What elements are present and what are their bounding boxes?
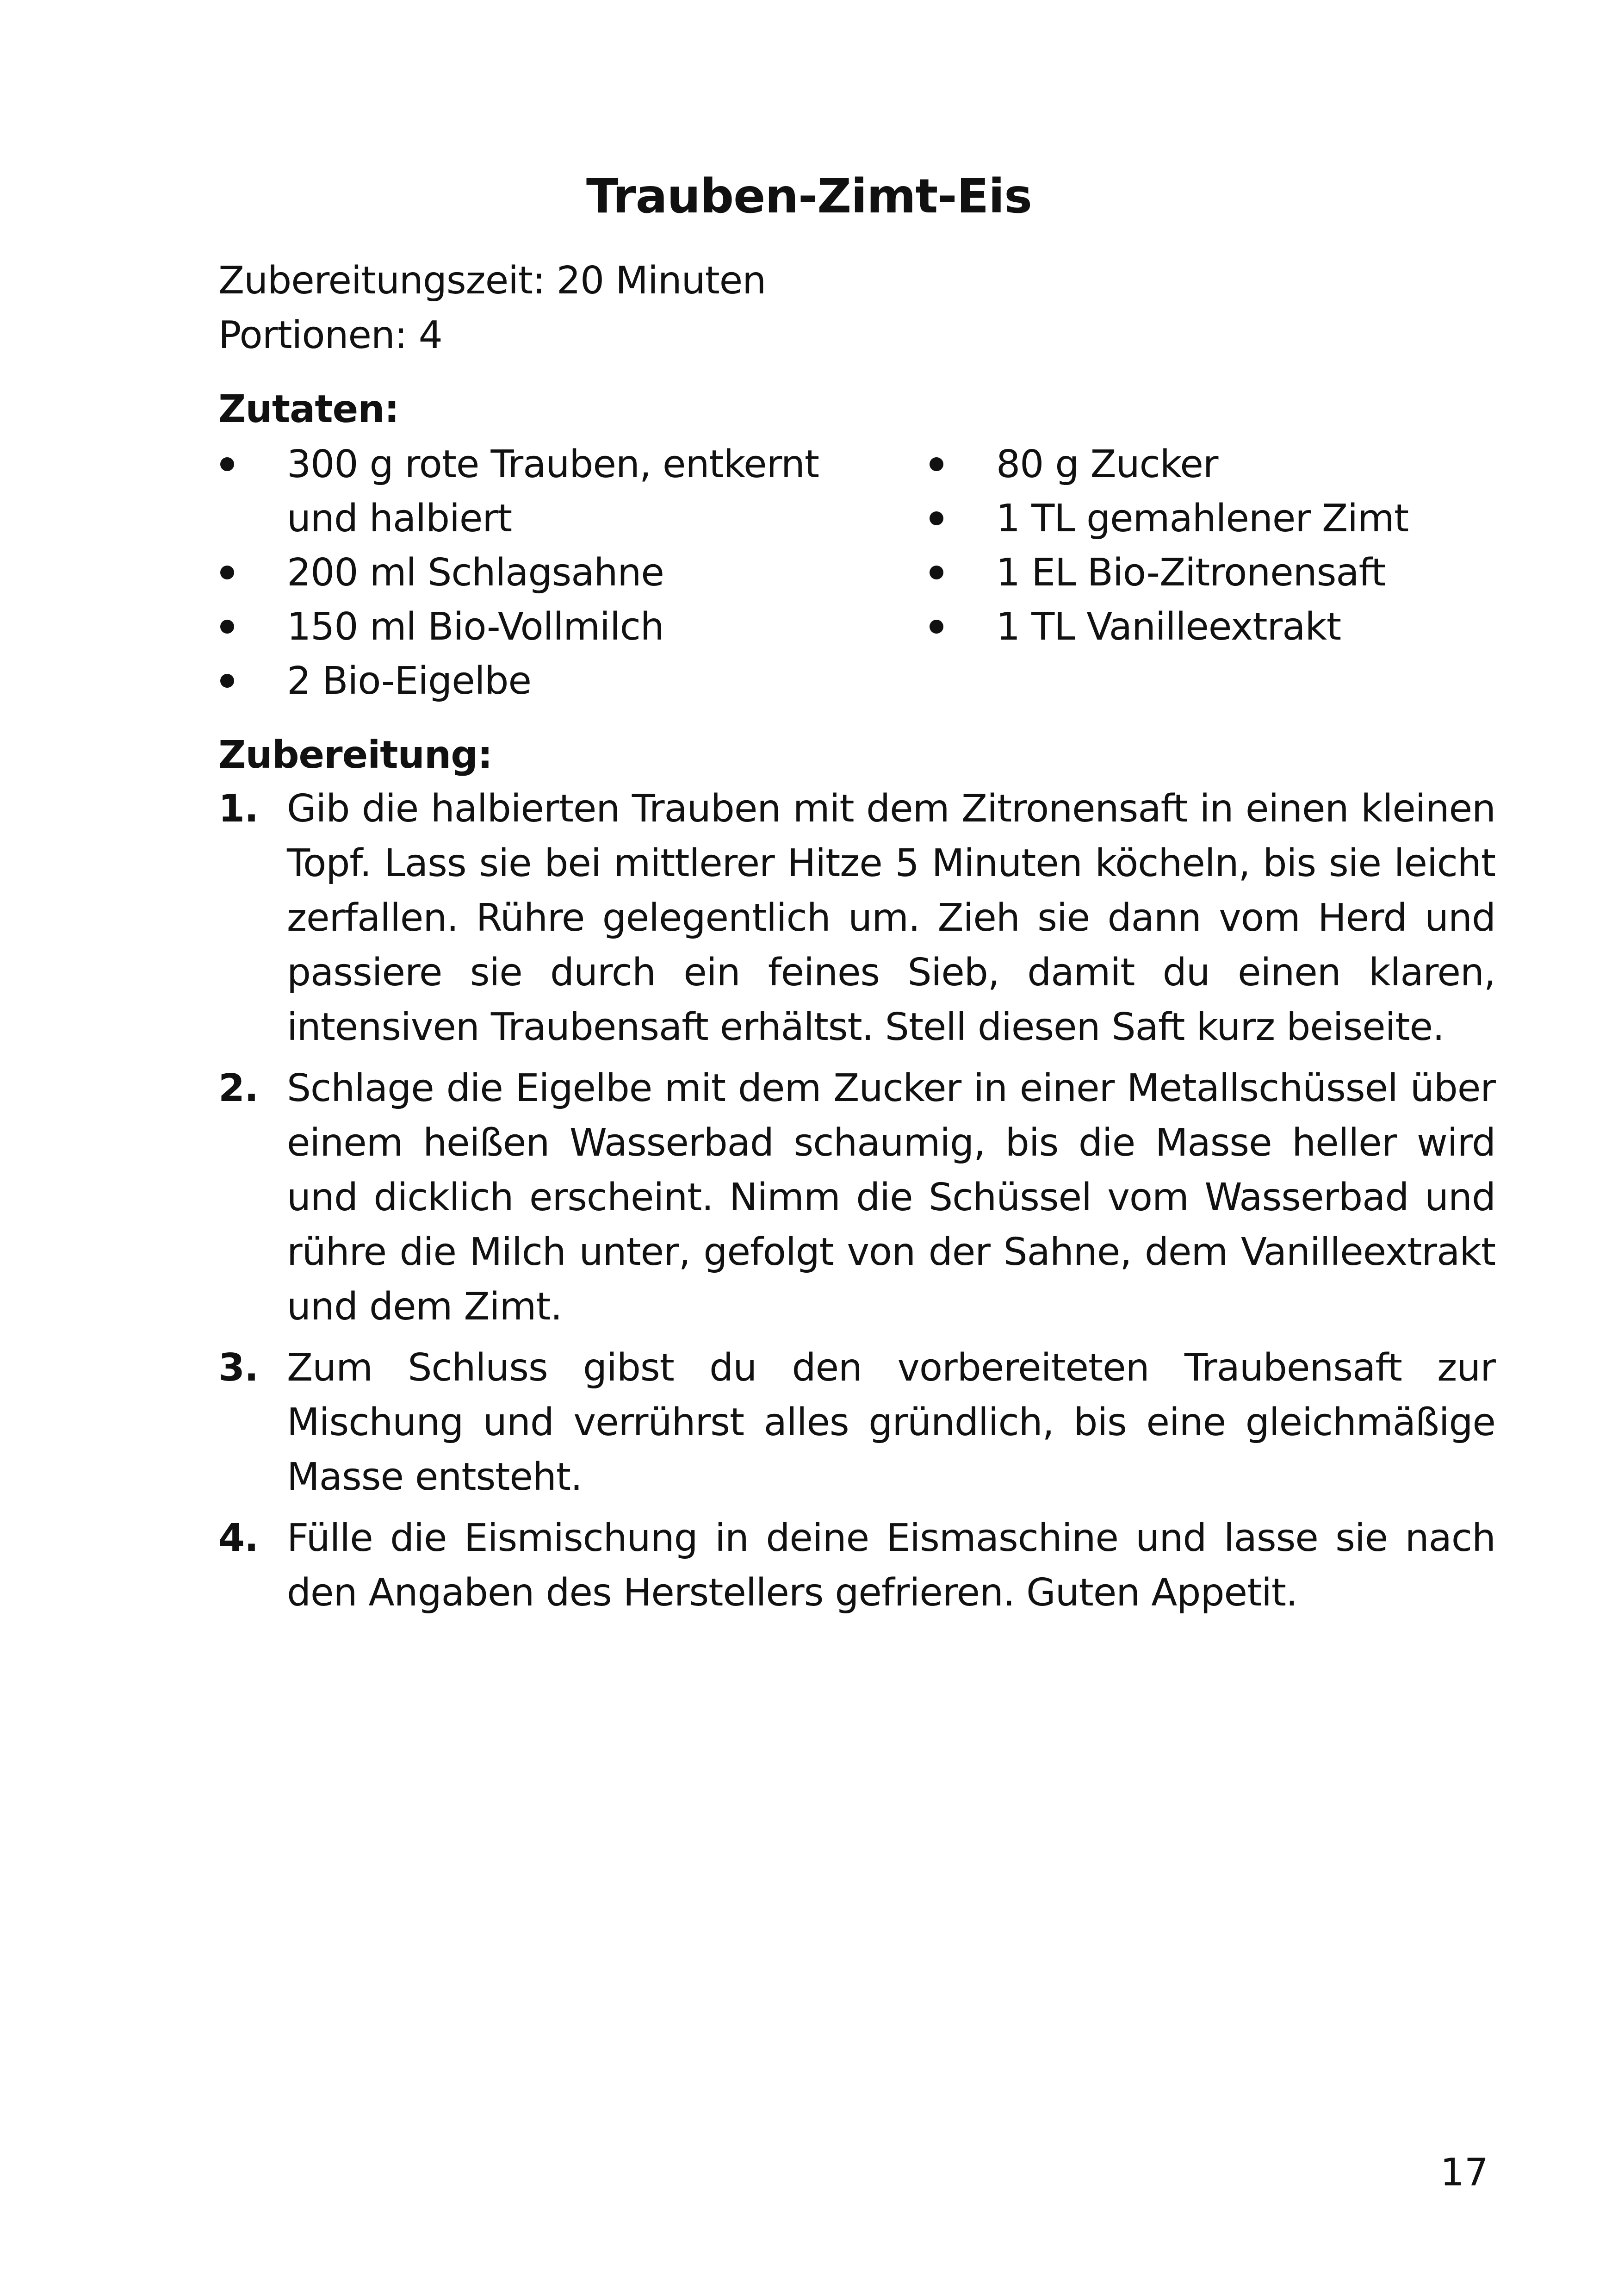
step-text: Gib die halbierten Trauben mit dem Zitronensaft in einen kleinen Topf. Lass sie bei mittlerer Hitze 5 Minuten köcheln, bis sie leicht zerfallen. Rühre gelegentlich um. Zieh sie dann vom Herd und passiere sie durch ein feines Sieb, damit du einen klaren, intensiven Traubensaft erhältst. Stell diesen Saft kurz beiseite. xyxy=(287,787,1495,1049)
portions: Portionen: 4 xyxy=(218,313,442,357)
ingredient-item xyxy=(928,600,1529,654)
preparation-steps xyxy=(218,782,1495,1627)
ingredient-text: 1 TL Vanilleextrakt xyxy=(996,605,1341,649)
step-text: Schlage die Eigelbe mit dem Zucker in einer Metallschüssel über einem heißen Wasserbad schaumig, bis die Masse heller wird und dicklich erscheint. Nimm die Schüssel vom Wasserbad und rühre die Milch unter, gefolgt von der Sahne, dem Vanilleextrakt und dem Zimt. xyxy=(287,1066,1495,1329)
ingredient-text: 80 g Zucker xyxy=(996,442,1218,486)
ingredient-text: 200 ml Schlagsahne xyxy=(287,551,664,595)
recipe-title: Trauben-Zimt-Eis xyxy=(586,169,1032,224)
step-item xyxy=(218,1341,1495,1505)
step-number: 4. xyxy=(218,1516,259,1560)
step-item xyxy=(218,1061,1495,1334)
ingredient-text: 1 TL gemahlener Zimt xyxy=(996,497,1409,541)
recipe-meta xyxy=(218,254,766,363)
ingredient-text: 2 Bio-Eigelbe xyxy=(287,659,531,703)
ingredient-text: 300 g rote Trauben, entkernt und halbiert xyxy=(287,442,819,541)
ingredient-item xyxy=(218,600,866,654)
prep-time: Zubereitungszeit: 20 Minuten xyxy=(218,259,766,303)
bullet-icon xyxy=(218,546,246,600)
bullet-icon xyxy=(218,437,246,492)
bullet-icon xyxy=(218,600,246,654)
ingredient-item xyxy=(928,437,1529,492)
step-number: 3. xyxy=(218,1346,259,1390)
ingredient-item xyxy=(218,437,866,546)
ingredient-item xyxy=(218,654,866,708)
bullet-icon xyxy=(928,600,955,654)
step-text: Fülle die Eismischung in deine Eismaschine und lasse sie nach den Angaben des Herstellers gefrieren. Guten Appetit. xyxy=(287,1516,1495,1615)
step-item xyxy=(218,782,1495,1055)
step-number: 2. xyxy=(218,1066,259,1110)
preparation-heading: Zubereitung: xyxy=(218,733,492,777)
bullet-icon xyxy=(928,492,955,546)
page-number: 17 xyxy=(1440,2151,1488,2195)
step-number: 1. xyxy=(218,787,259,831)
ingredient-item xyxy=(928,546,1529,600)
ingredient-item xyxy=(928,492,1529,546)
ingredients-list-right xyxy=(928,437,1529,654)
ingredients-list-left xyxy=(218,437,866,708)
step-text: Zum Schluss gibst du den vorbereiteten Traubensaft zur Mischung und verrührst alles gründlich, bis eine gleichmäßige Masse entsteht. xyxy=(287,1346,1495,1499)
ingredient-item xyxy=(218,546,866,600)
bullet-icon xyxy=(218,654,246,708)
bullet-icon xyxy=(928,437,955,492)
ingredient-text: 150 ml Bio-Vollmilch xyxy=(287,605,664,649)
bullet-icon xyxy=(928,546,955,600)
ingredient-text: 1 EL Bio-Zitronensaft xyxy=(996,551,1386,595)
step-item xyxy=(218,1511,1495,1620)
ingredients-heading: Zutaten: xyxy=(218,387,399,431)
